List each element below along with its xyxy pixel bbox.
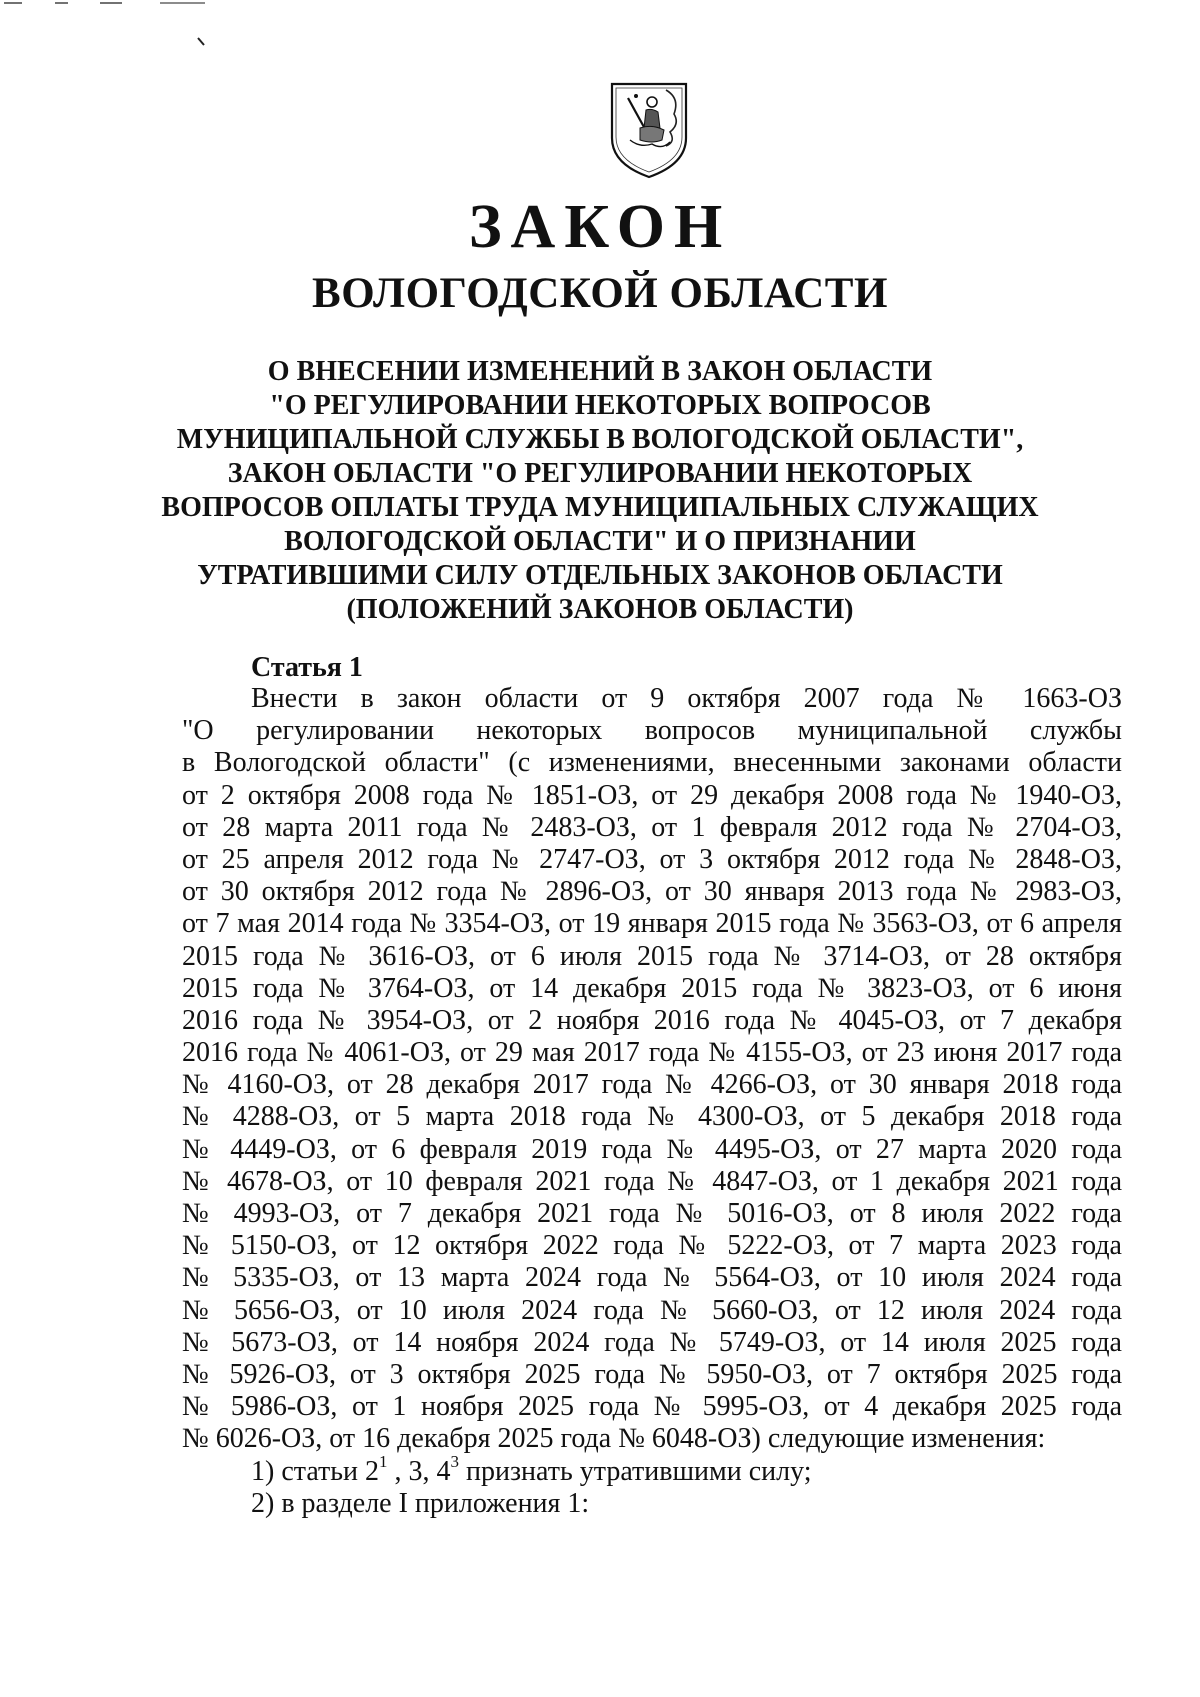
- paragraph-line: № 4160-ОЗ, от 28 декабря 2017 года № 4266-ОЗ, от 30 января 2018 года: [182, 1069, 1122, 1101]
- paragraph-line: Внести в закон области от 9 октября 2007 года № 1663-ОЗ: [251, 683, 1122, 714]
- document-subtitle: ВОЛОГОДСКОЙ ОБЛАСТИ: [312, 270, 888, 317]
- paragraph-line: 2015 года № 3616-ОЗ, от 6 июля 2015 года № 3714-ОЗ, от 28 октября: [182, 940, 1122, 972]
- paragraph-line: от 28 марта 2011 года № 2483-ОЗ, от 1 февраля 2012 года № 2704-ОЗ,: [182, 811, 1122, 843]
- paragraph-line: № 5673-ОЗ, от 14 ноября 2024 года № 5749-ОЗ, от 14 июля 2025 года: [182, 1326, 1122, 1358]
- item-text: признать утратившими силу;: [459, 1455, 812, 1487]
- paragraph-line: "О регулировании некоторых вопросов муниципальной службы: [182, 715, 1122, 747]
- list-item-1: [182, 1452, 1122, 1488]
- paragraph-line: № 4449-ОЗ, от 6 февраля 2019 года № 4495-ОЗ, от 27 марта 2020 года: [182, 1133, 1122, 1165]
- paragraph-line: № 5150-ОЗ, от 12 октября 2022 года № 5222-ОЗ, от 7 марта 2023 года: [182, 1230, 1122, 1262]
- article-body: [182, 683, 1122, 1520]
- paragraph-line: от 30 октября 2012 года № 2896-ОЗ, от 30 января 2013 года № 2983-ОЗ,: [182, 876, 1122, 908]
- item-text: 1) статьи 2: [251, 1455, 380, 1487]
- paragraph-line: № 4288-ОЗ, от 5 марта 2018 года № 4300-ОЗ, от 5 декабря 2018 года: [182, 1101, 1122, 1133]
- paragraph-line: 2015 года № 3764-ОЗ, от 14 декабря 2015 года № 3823-ОЗ, от 6 июня: [182, 972, 1122, 1004]
- law-heading: [160, 355, 1040, 627]
- heading-line: МУНИЦИПАЛЬНОЙ СЛУЖБЫ В ВОЛОГОДСКОЙ ОБЛАСТИ",: [176, 424, 1024, 455]
- paragraph-line: от 25 апреля 2012 года № 2747-ОЗ, от 3 октября 2012 года № 2848-ОЗ,: [182, 843, 1122, 875]
- heading-line: (ПОЛОЖЕНИЙ ЗАКОНОВ ОБЛАСТИ): [346, 594, 854, 625]
- heading-line: ВОПРОСОВ ОПЛАТЫ ТРУДА МУНИЦИПАЛЬНЫХ СЛУЖАЩИХ: [161, 492, 1039, 523]
- heading-line: ВОЛОГОДСКОЙ ОБЛАСТИ" И О ПРИЗНАНИИ: [284, 526, 916, 557]
- coat-of-arms-icon: [606, 80, 692, 180]
- superscript: 3: [450, 1452, 460, 1472]
- heading-line: УТРАТИВШИМИ СИЛУ ОТДЕЛЬНЫХ ЗАКОНОВ ОБЛАСТИ: [197, 560, 1003, 591]
- scan-artifact-marks: [0, 0, 300, 60]
- list-item-2: 2) в разделе I приложения 1:: [251, 1487, 590, 1519]
- paragraph-line: № 6026-ОЗ, от 16 декабря 2025 года № 6048-ОЗ) следующие изменения:: [182, 1423, 1046, 1455]
- heading-line: "О РЕГУЛИРОВАНИИ НЕКОТОРЫХ ВОПРОСОВ: [269, 390, 931, 421]
- paragraph-line: № 5926-ОЗ, от 3 октября 2025 года № 5950-ОЗ, от 7 октября 2025 года: [182, 1358, 1122, 1390]
- document-title: ЗАКОН: [468, 193, 732, 261]
- paragraph-line: в Вологодской области" (с изменениями, внесенными законами области: [182, 747, 1122, 779]
- paragraph-line: № 5335-ОЗ, от 13 марта 2024 года № 5564-ОЗ, от 10 июля 2024 года: [182, 1262, 1122, 1294]
- paragraph-line: № 4993-ОЗ, от 7 декабря 2021 года № 5016-ОЗ, от 8 июля 2022 года: [182, 1198, 1122, 1229]
- article-title: Статья 1: [251, 652, 363, 683]
- paragraph-line: № 4678-ОЗ, от 10 февраля 2021 года № 4847-ОЗ, от 1 декабря 2021 года: [182, 1165, 1122, 1197]
- paragraph-line: 2016 года № 3954-ОЗ, от 2 ноября 2016 года № 4045-ОЗ, от 7 декабря: [182, 1004, 1122, 1036]
- heading-line: О ВНЕСЕНИИ ИЗМЕНЕНИЙ В ЗАКОН ОБЛАСТИ: [267, 356, 933, 387]
- paragraph-line: от 2 октября 2008 года № 1851-ОЗ, от 29 декабря 2008 года № 1940-ОЗ,: [182, 779, 1122, 811]
- heading-line: ЗАКОН ОБЛАСТИ "О РЕГУЛИРОВАНИИ НЕКОТОРЫХ: [227, 458, 973, 489]
- item-text: , 3, 4: [387, 1455, 451, 1487]
- paragraph-line: от 7 мая 2014 года № 3354-ОЗ, от 19 января 2015 года № 3563-ОЗ, от 6 апреля: [182, 908, 1122, 940]
- paragraph-line: 2016 года № 4061-ОЗ, от 29 мая 2017 года № 4155-ОЗ, от 23 июня 2017 года: [182, 1037, 1122, 1069]
- superscript: 1: [379, 1452, 388, 1472]
- paragraph-line: № 5986-ОЗ, от 1 ноября 2025 года № 5995-ОЗ, от 4 декабря 2025 года: [182, 1391, 1122, 1423]
- paragraph-line: № 5656-ОЗ, от 10 июля 2024 года № 5660-ОЗ, от 12 июля 2024 года: [182, 1294, 1122, 1326]
